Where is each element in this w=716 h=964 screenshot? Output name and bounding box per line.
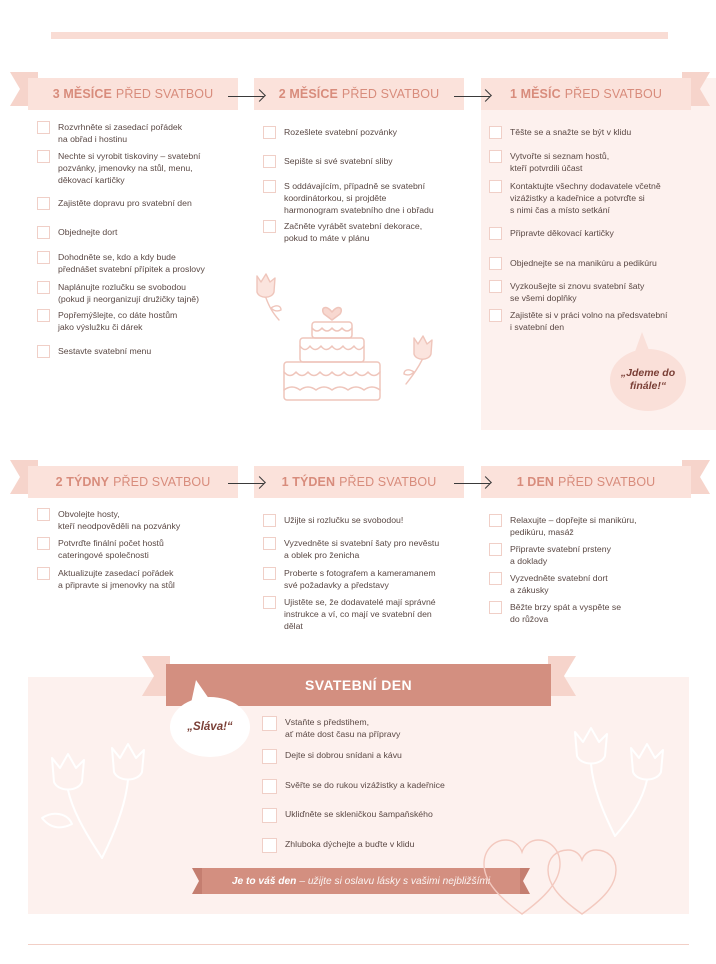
task-item[interactable] <box>489 150 694 174</box>
checkbox[interactable] <box>37 197 50 210</box>
task-label: Sestavte svatební menu <box>58 346 152 356</box>
task-item[interactable] <box>489 227 694 240</box>
speech-bubble-finale: „Jdeme do finále!“ <box>610 349 686 411</box>
wedding-day-title: SVATEBNÍ DEN <box>166 664 551 706</box>
task-label: Svěřte se do rukou vizážistky a kadeřnice <box>285 780 445 790</box>
phase-header-1-month <box>481 78 691 110</box>
task-item[interactable] <box>37 508 237 532</box>
checkbox[interactable] <box>489 126 502 139</box>
task-label: Vyzvedněte si svatební šaty pro nevěstu a oblek pro ženicha <box>284 538 440 560</box>
checkbox[interactable] <box>37 309 50 322</box>
task-item[interactable] <box>263 220 468 244</box>
checkbox[interactable] <box>263 537 276 550</box>
task-item[interactable] <box>37 281 237 305</box>
checkbox[interactable] <box>37 281 50 294</box>
phase-header-2-months <box>254 78 464 110</box>
task-label: Vyzvedněte svatební dort a zákusky <box>510 573 608 595</box>
task-label: Zajistěte si v práci volno na předsvatební i svatební den <box>510 310 668 332</box>
phase-title-bold: 1 DEN <box>516 475 555 489</box>
checkbox[interactable] <box>37 121 50 134</box>
task-label: Popřemýšlejte, co dáte hostům jako výslužku či dárek <box>58 310 178 332</box>
task-label: Připravte svatební prsteny a doklady <box>510 544 611 566</box>
phase-title-bold: 3 MĚSÍCE <box>52 87 112 101</box>
task-item[interactable] <box>263 596 468 632</box>
checkbox[interactable] <box>263 567 276 580</box>
footer-bold: Je to váš den <box>231 875 297 887</box>
task-item[interactable] <box>262 808 522 823</box>
task-label: Sepište si své svatební sliby <box>284 156 393 166</box>
phase-title-rest: PŘED SVATBOU <box>339 475 437 489</box>
checkbox[interactable] <box>263 220 276 233</box>
task-label: Vyzkoušejte si znovu svatební šaty se všemi doplňky <box>510 281 645 303</box>
checkbox[interactable] <box>37 150 50 163</box>
task-item[interactable] <box>489 514 694 538</box>
task-item[interactable] <box>489 126 694 139</box>
task-item[interactable] <box>489 572 694 596</box>
bottom-divider <box>28 944 689 945</box>
task-label: Dejte si dobrou snídani a kávu <box>285 750 402 760</box>
task-label: Objednejte dort <box>58 227 118 237</box>
task-label: Vstaňte s předstihem, ať máte dost času na přípravy <box>285 717 401 739</box>
task-label: Relaxujte – dopřejte si manikúru, pedikúru, masáž <box>510 515 637 537</box>
phase-title-bold: 1 TÝDEN <box>281 475 336 489</box>
task-label: Dohodněte se, kdo a kdy bude přednášet svatební přípitek a proslovy <box>58 252 205 274</box>
tulip-icon <box>247 272 283 322</box>
task-item[interactable] <box>489 180 694 216</box>
task-label: Kontaktujte všechny dodavatele včetně vizážistky a kadeřnice a potvrďte si s nimi čas a místo setkání <box>510 181 661 215</box>
task-item[interactable] <box>263 180 468 216</box>
checkbox[interactable] <box>263 180 276 193</box>
arrow-right-icon <box>228 477 266 489</box>
task-item[interactable] <box>37 226 237 239</box>
checkbox[interactable] <box>489 257 502 270</box>
checkbox[interactable] <box>489 572 502 585</box>
task-item[interactable] <box>37 150 237 186</box>
wedding-cake-icon <box>280 294 384 406</box>
task-item[interactable] <box>262 716 522 740</box>
checkbox[interactable] <box>489 309 502 322</box>
task-label: Těšte se a snažte se být v klidu <box>510 127 632 137</box>
task-item[interactable] <box>37 567 237 591</box>
checkbox[interactable] <box>489 543 502 556</box>
task-label: Nechte si vyrobit tiskoviny – svatební pozvánky, jmenovky na stůl, menu, děkovací kartičky <box>58 151 201 185</box>
checkbox[interactable] <box>263 155 276 168</box>
arrow-right-icon <box>454 90 492 102</box>
task-label: Ukliďněte se skleničkou šampaňského <box>285 809 433 819</box>
checkbox[interactable] <box>37 226 50 239</box>
task-label: Aktualizujte zasedací pořádek a připravte si jmenovky na stůl <box>58 568 175 590</box>
task-label: Začněte vyrábět svatební dekorace, pokud to máte v plánu <box>284 221 423 243</box>
task-label: Připravte děkovací kartičky <box>510 228 614 238</box>
task-label: Rozešlete svatební pozvánky <box>284 127 398 137</box>
phase-title-rest: PŘED SVATBOU <box>113 475 211 489</box>
checkbox[interactable] <box>262 808 277 823</box>
footer-banner <box>202 868 520 894</box>
phase-title-rest: PŘED SVATBOU <box>558 475 656 489</box>
checkbox[interactable] <box>37 251 50 264</box>
task-label: Běžte brzy spát a vyspěte se do růžova <box>510 602 622 624</box>
speech-bubble-slava: „Sláva!“ <box>170 697 250 757</box>
task-item[interactable] <box>37 197 237 210</box>
checkbox[interactable] <box>262 749 277 764</box>
task-label: Zhluboka dýchejte a buďte v klidu <box>285 839 415 849</box>
phase-title-bold: 2 MĚSÍCE <box>278 87 338 101</box>
phase-title-rest: PŘED SVATBOU <box>115 87 214 101</box>
task-item[interactable] <box>37 309 237 333</box>
task-label: Rozvrhněte si zasedací pořádek na obřad i hostinu <box>58 122 183 144</box>
task-item[interactable] <box>489 601 694 625</box>
task-item[interactable] <box>263 155 468 168</box>
task-item[interactable] <box>489 543 694 567</box>
task-label: S oddávajícím, případně se svatební koordinátorkou, si projděte harmonogram svatebního dne i obřadu <box>284 181 434 215</box>
task-item[interactable] <box>262 779 522 794</box>
tulip-icon <box>545 712 685 842</box>
checkbox[interactable] <box>489 227 502 240</box>
task-item[interactable] <box>37 537 237 561</box>
task-label: Naplánujte rozlučku se svobodou (pokud ji neorganizují družičky tajně) <box>58 282 200 304</box>
phase-title-bold: 2 TÝDNY <box>55 475 110 489</box>
phase-title-rest: PŘED SVATBOU <box>564 87 662 101</box>
heart-icon <box>480 834 624 918</box>
task-label: Vytvořte si seznam hostů, kteří potvrdili účast <box>510 151 610 173</box>
checkbox[interactable] <box>262 779 277 794</box>
checkbox[interactable] <box>37 508 50 521</box>
phase-title-rest: PŘED SVATBOU <box>341 87 440 101</box>
checkbox[interactable] <box>263 514 276 527</box>
arrow-right-icon <box>228 90 266 102</box>
checkbox[interactable] <box>262 716 277 731</box>
task-item[interactable] <box>263 537 468 561</box>
checkbox[interactable] <box>489 514 502 527</box>
phase-header-1-day <box>481 466 691 498</box>
task-label: Proberte s fotografem a kameramanem své požadavky a představy <box>284 568 436 590</box>
phase-header-2-weeks <box>28 466 238 498</box>
footer-rest: – užijte si oslavu lásky s vašimi nejbližšími <box>299 875 491 887</box>
task-label: Objednejte se na manikúru a pedikúru <box>510 258 657 268</box>
task-item[interactable] <box>263 567 468 591</box>
task-label: Obvolejte hosty, kteří neodpověděli na pozvánky <box>58 509 181 531</box>
task-item[interactable] <box>37 345 237 358</box>
task-item[interactable] <box>37 251 237 275</box>
task-label: Ujistěte se, že dodavatelé mají správné instrukce a ví, co mají ve svatební den dělat <box>284 597 436 631</box>
checkbox[interactable] <box>489 150 502 163</box>
task-label: Zajistěte dopravu pro svatební den <box>58 198 192 208</box>
checkbox[interactable] <box>489 601 502 614</box>
checkbox[interactable] <box>37 345 50 358</box>
task-label: Potvrďte finální počet hostů cateringové společnosti <box>58 538 164 560</box>
task-item[interactable] <box>262 749 522 764</box>
task-item[interactable] <box>489 280 694 304</box>
task-item[interactable] <box>263 126 468 139</box>
tulip-icon <box>400 334 440 388</box>
checkbox[interactable] <box>489 180 502 193</box>
checkbox[interactable] <box>37 537 50 550</box>
top-divider <box>51 32 668 39</box>
tulip-icon <box>32 728 172 868</box>
phase-header-1-week <box>254 466 464 498</box>
task-item[interactable] <box>489 257 694 270</box>
phase-header-3-months <box>28 78 238 110</box>
task-item[interactable] <box>37 121 237 145</box>
task-label: Užijte si rozlučku se svobodou! <box>284 515 404 525</box>
phase-title-bold: 1 MĚSÍC <box>509 87 561 101</box>
checkbox[interactable] <box>263 596 276 609</box>
task-item[interactable] <box>489 309 694 333</box>
arrow-right-icon <box>454 477 492 489</box>
checkbox[interactable] <box>263 126 276 139</box>
checkbox[interactable] <box>262 838 277 853</box>
checkbox[interactable] <box>37 567 50 580</box>
checkbox[interactable] <box>489 280 502 293</box>
task-item[interactable] <box>263 514 468 527</box>
